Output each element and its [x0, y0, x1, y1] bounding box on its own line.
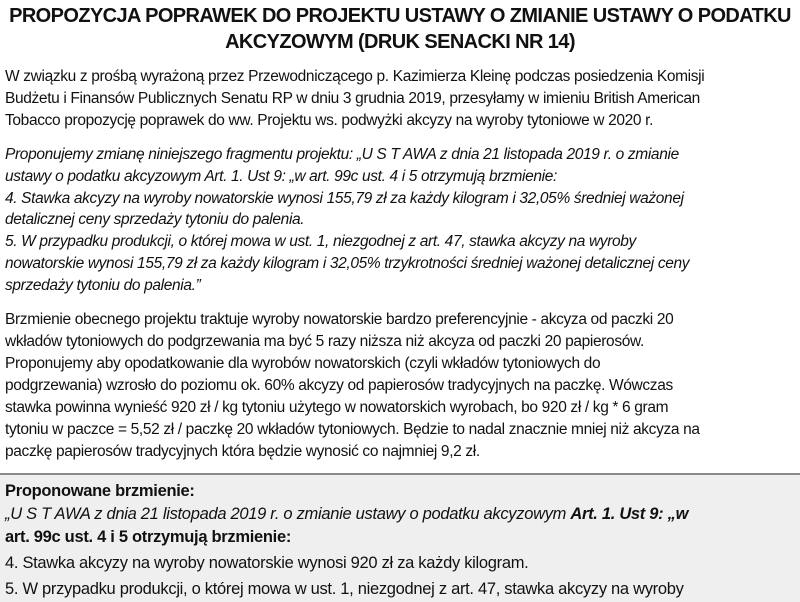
intro-line: Budżetu i Finansów Publicznych Senatu RP w dniu 3 grudnia 2019, przesyłamy w imieniu British American [5, 90, 700, 107]
argument-line: wkładów tytoniowych do podgrzewania ma być 5 razy niższa niż akcyza od paczki 20 papierosów. [5, 333, 644, 350]
document-title-line-2: AKCYZOWYM (DRUK SENACKI NR 14) [225, 31, 575, 53]
quote-line: nowatorskie wynosi 155,79 zł za każdy kilogram i 32,05% trzykrotności średniej ważonej detalicznej ceny [5, 255, 690, 272]
argument-line: stawka powinna wynieść 920 zł / kg tytoniu użytego w nowatorskich wyrobach, bo 920 zł / kg * 6 gram [5, 399, 669, 416]
argument-line: tytoniu w paczce = 5,52 zł / paczkę 20 wkładów tytoniowych. Będzie to nadal znacznie mniej niż akcyza na [5, 421, 700, 438]
proposed-line: art. 99c ust. 4 i 5 otrzymują brzmienie: [5, 528, 292, 546]
argument-line: podgrzewania) wzrosło do poziomu ok. 60% akcyzy od papierosów tradycyjnych na paczkę. Wówczas [5, 377, 673, 394]
argument-line: paczkę papierosów tradycyjnych która będzie wynosić co najmniej 9,2 zł. [5, 443, 480, 460]
intro-line: Tobacco propozycję poprawek do ww. Projektu ws. podwyżki akcyzy na wyroby tytoniowe w 2020 r. [5, 112, 654, 129]
quote-line: ustawy o podatku akcyzowym Art. 1. Ust 9: „w art. 99c ust. 4 i 5 otrzymują brzmienie: [5, 168, 558, 185]
quote-line: 4. Stawka akcyzy na wyroby nowatorskie wynosi 155,79 zł za każdy kilogram i 32,05% średniej ważonej [5, 190, 684, 207]
proposed-bold-text: Art. 1. Ust 9: „w [570, 505, 689, 523]
proposed-line [5, 504, 688, 524]
quote-line: detalicznej ceny sprzedaży tytoniu do palenia. [5, 211, 305, 228]
proposed-line: 5. W przypadku produkcji, o której mowa w ust. 1, niezgodnej z art. 47, stawka akcyzy na wyroby [5, 580, 684, 598]
quote-line: sprzedaży tytoniu do palenia.” [5, 277, 201, 294]
argument-line: Proponujemy aby opodatkowanie dla wyrobów nowatorskich (czyli wkładów tytoniowych do [5, 355, 601, 372]
argument-line: Brzmienie obecnego projektu traktuje wyroby nowatorskie bardzo preferencyjnie - akcyza od paczki 20 [5, 311, 674, 328]
intro-line: W związku z prośbą wyrażoną przez Przewodniczącego p. Kazimierza Kleinę podczas posiedzenia Komisji [5, 68, 705, 85]
proposed-italic-text: „U S T AWA z dnia 21 listopada 2019 r. o zmianie ustawy o podatku akcyzowym [5, 505, 571, 523]
document-title-line-1: PROPOZYCJA POPRAWEK DO PROJEKTU USTAWY O ZMIANIE USTAWY O PODATKU [9, 5, 791, 27]
quote-line: 5. W przypadku produkcji, o której mowa w ust. 1, niezgodnej z art. 47, stawka akcyzy na wyroby [5, 233, 636, 250]
proposed-line: 4. Stawka akcyzy na wyroby nowatorskie wynosi 920 zł za każdy kilogram. [5, 554, 529, 572]
quote-line: Proponujemy zmianę niniejszego fragmentu projektu: „U S T AWA z dnia 21 listopada 2019 r. o zmianie [5, 146, 679, 163]
proposed-heading: Proponowane brzmienie: [5, 482, 195, 500]
proposed-wording-box [0, 473, 800, 602]
